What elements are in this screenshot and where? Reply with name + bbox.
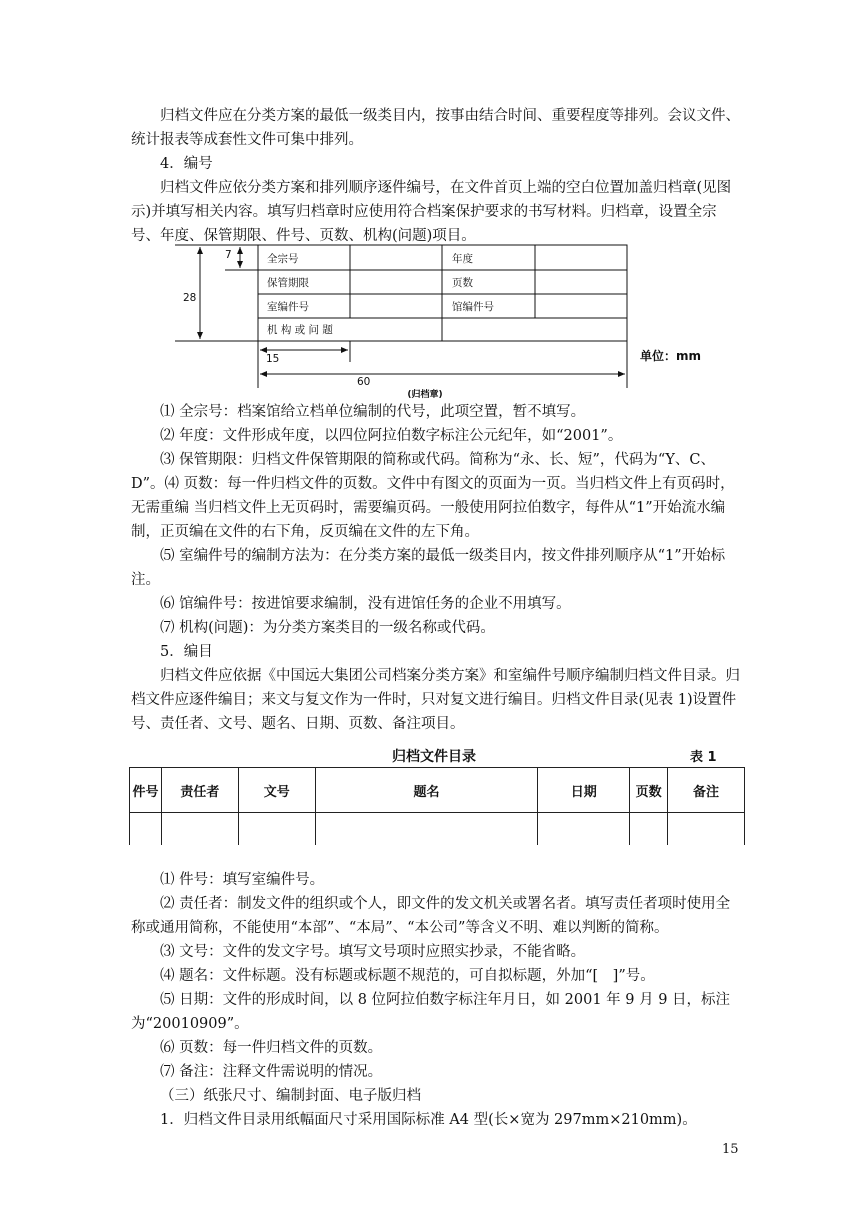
table-cell [130, 813, 162, 846]
heading-numbering: 4．编号 [160, 156, 213, 172]
field-note-doc-number: ⑶ 文号：文件的发文字号。填写文号项时应照实抄录，不能省略。 [160, 944, 586, 960]
table-cell [315, 813, 538, 846]
table-header-cell: 件号 [130, 768, 162, 813]
stamp-cell-archive-no: 馆编件号 [452, 301, 494, 313]
note-fonds-number: ⑴ 全宗号：档案馆给立档单位编制的代号，此项空置，暂不填写。 [160, 404, 586, 420]
dim-15-label: 15 [266, 353, 280, 365]
paragraph-paper-size: 1．归档文件目录用纸幅面尺寸采用国际标准 A4 型(长×宽为 297mm×210mm)。 [160, 1112, 697, 1128]
section-heading-paper-size: （三）纸张尺寸、编制封面、电子版归档 [160, 1088, 421, 1104]
paragraph-arrangement: 归档文件应在分类方案的最低一级类目内，按事由结合时间、重要程度等排列。会议文件、统计报表等成套性文件可集中排列。 [131, 108, 740, 148]
field-note-item-number: ⑴ 件号：填写室编件号。 [160, 872, 325, 888]
stamp-cell-retention: 保管期限 [267, 277, 309, 289]
note-archive-number: ⑹ 馆编件号：按进馆要求编制，没有进馆任务的企业不用填写。 [160, 596, 571, 612]
table-cell [161, 813, 238, 846]
table-header-cell: 责任者 [161, 768, 238, 813]
paragraph-numbering: 归档文件应依分类方案和排列顺序逐件编号，在文件首页上端的空白位置加盖归档章(见图示)并填写相关内容。填写归档章时应使用符合档案保护要求的书写材料。归档章，设置全宗号、年度、保管期限、件号、页数、机构(问题)项目。 [131, 180, 732, 244]
heading-cataloging: 5．编目 [160, 644, 213, 660]
table-number: 表 1 [690, 750, 717, 765]
stamp-caption: (归档章) [407, 390, 443, 400]
field-note-title: ⑷ 题名：文件标题。没有标题或标题不规范的，可自拟标题，外加“[ ]”号。 [160, 968, 655, 984]
stamp-unit-label: 单位：mm [640, 349, 702, 363]
dim-28-label: 28 [183, 292, 197, 304]
table-header-cell: 文号 [238, 768, 315, 813]
stamp-cell-pages: 页数 [452, 277, 473, 289]
table-header-cell: 题名 [315, 768, 538, 813]
dim-7-label: 7 [225, 249, 232, 261]
table-header-row [130, 768, 745, 813]
table-cell [630, 813, 668, 846]
table-cell [668, 813, 745, 846]
table-header-cell: 日期 [538, 768, 630, 813]
catalog-table [129, 767, 745, 845]
page-number: 15 [722, 1142, 739, 1157]
dim-60-label: 60 [357, 376, 371, 388]
stamp-cell-room-no: 室编件号 [267, 301, 309, 313]
table-row [130, 813, 745, 846]
note-organization: ⑺ 机构(问题)：为分类方案类目的一级名称或代码。 [160, 620, 495, 636]
stamp-cell-fonds: 全宗号 [267, 253, 299, 265]
note-room-number: ⑸ 室编件号的编制方法为：在分类方案的最低一级类目内，按文件排列顺序从“1”开始标注。 [131, 548, 726, 588]
field-note-remarks: ⑺ 备注：注释文件需说明的情况。 [160, 1064, 383, 1080]
table-cell [538, 813, 630, 846]
field-note-date: ⑸ 日期：文件的形成时间，以 8 位阿拉伯数字标注年月日，如 2001 年 9 月 9 日，标注为“20010909”。 [131, 992, 731, 1032]
table-header-cell: 页数 [630, 768, 668, 813]
field-note-responsible: ⑵ 责任者：制发文件的组织或个人，即文件的发文机关或署名者。填写责任者项时使用全称或通用简称，不能使用“本部”、“本局”、“本公司”等含义不明、难以判断的简称。 [131, 896, 731, 936]
stamp-cell-org: 机 构 或 问 题 [267, 324, 333, 336]
note-year: ⑵ 年度：文件形成年度，以四位阿拉伯数字标注公元纪年，如“2001”。 [160, 428, 623, 444]
table-header-cell: 备注 [668, 768, 745, 813]
note-retention-and-pages: ⑶ 保管期限：归档文件保管期限的简称或代码。简称为“永、长、短”，代码为“Y、C、D”。⑷ 页数：每一件归档文件的页数。文件中有图文的页面为一页。当归档文件上有页码时，无需重编 当归档文件上无页码时，需要编页码。一般使用阿拉伯数字，每件从“1”开始流水编制，正页编在文件的右下角，反页编在文件的左下角。 [131, 452, 735, 540]
paragraph-cataloging: 归档文件应依据《中国远大集团公司档案分类方案》和室编件号顺序编制归档文件目录。归档文件应逐件编目；来文与复文作为一件时，只对复文进行编目。归档文件目录(见表 1)设置件号、责任者、文号、题名、日期、页数、备注项目。 [131, 668, 740, 732]
field-note-pages: ⑹ 页数：每一件归档文件的页数。 [160, 1040, 383, 1056]
stamp-cell-year: 年度 [452, 253, 473, 265]
table-title: 归档文件目录 [392, 749, 476, 765]
table-cell [238, 813, 315, 846]
